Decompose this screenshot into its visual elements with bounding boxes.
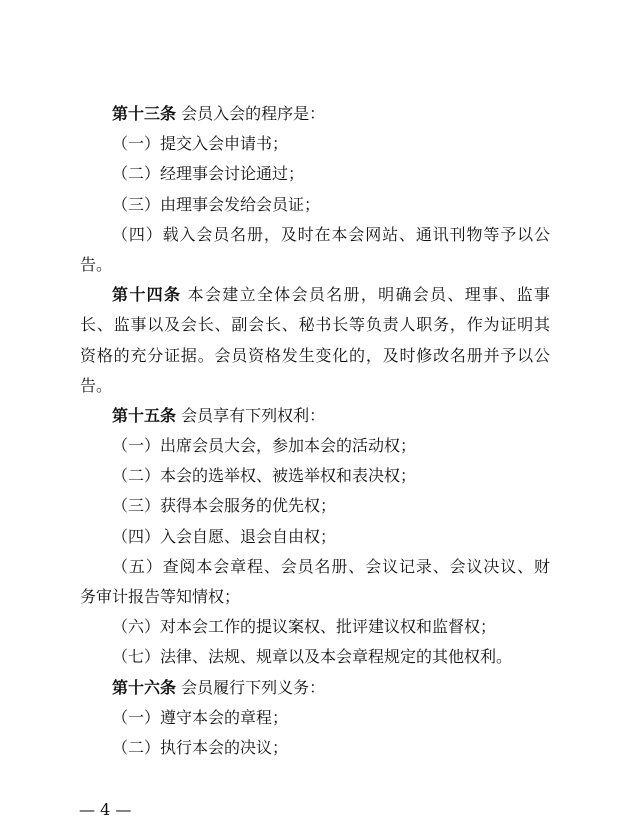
line-text: 告。: [80, 375, 113, 395]
line-text: （二）执行本会的决议；: [112, 737, 289, 757]
text-line: [80, 703, 550, 733]
text-line: [80, 673, 550, 703]
text-line: [80, 310, 550, 340]
line-text: （六）对本会工作的提议案权、批评建议权和监督权；: [112, 617, 497, 637]
text-line: [80, 190, 550, 220]
article-number: 第十三条: [112, 104, 177, 123]
text-line: [80, 250, 550, 280]
line-text: （四）载入会员名册，及时在本会网站、通讯刊物等予以公: [112, 224, 550, 244]
document-body: [80, 99, 550, 763]
line-text: （四）入会自愿、退会自由权；: [112, 526, 337, 546]
text-line: [80, 522, 550, 552]
line-text: 本会建立全体会员名册，明确会员、理事、监事: [181, 285, 550, 305]
text-line: [80, 491, 550, 521]
text-line: [80, 431, 550, 461]
text-line: [80, 99, 550, 129]
article-number: 第十五条: [112, 405, 177, 425]
line-text: 资格的充分证据。会员资格发生变化的，及时修改名册并予以公: [80, 345, 550, 365]
line-text: （一）出席会员大会，参加本会的活动权；: [112, 436, 417, 456]
line-text: 长、监事以及会长、副会长、秘书长等负责人职务，作为证明其: [80, 315, 550, 335]
line-text: （二）本会的选举权、被选举权和表决权；: [112, 466, 417, 486]
text-line: [80, 220, 550, 250]
line-text: （二）经理事会讨论通过；: [112, 164, 305, 184]
text-line: [80, 552, 550, 582]
line-text: 务审计报告等知情权；: [80, 587, 241, 606]
line-text: 告。: [80, 254, 113, 274]
line-text: （五）查阅本会章程、会员名册、会议记录、会议决议、财: [112, 556, 550, 576]
text-line: [80, 612, 550, 642]
line-text: 会员入会的程序是：: [176, 104, 326, 123]
line-text: （一）提交入会申请书；: [112, 134, 289, 154]
text-line: [80, 341, 550, 371]
line-text: （七）法律、法规、规章以及本会章程规定的其他权利。: [112, 647, 513, 667]
text-line: [80, 642, 550, 672]
text-line: [80, 129, 550, 159]
line-text: （三）由理事会发给会员证；: [112, 194, 321, 214]
text-line: [80, 461, 550, 491]
article-number: 第十四条: [112, 285, 182, 305]
text-line: [80, 401, 550, 431]
line-text: （三）获得本会服务的优先权；: [112, 496, 337, 516]
line-text: 会员享有下列权利：: [176, 405, 326, 425]
line-text: （一）遵守本会的章程；: [112, 707, 289, 727]
text-line: [80, 371, 550, 401]
text-line: [80, 280, 550, 310]
page-number: — 4 —: [79, 800, 132, 819]
line-text: 会员履行下列义务：: [176, 677, 326, 697]
article-number: 第十六条: [112, 677, 177, 697]
text-line: [80, 582, 550, 612]
text-line: [80, 159, 550, 189]
text-line: [80, 733, 550, 763]
